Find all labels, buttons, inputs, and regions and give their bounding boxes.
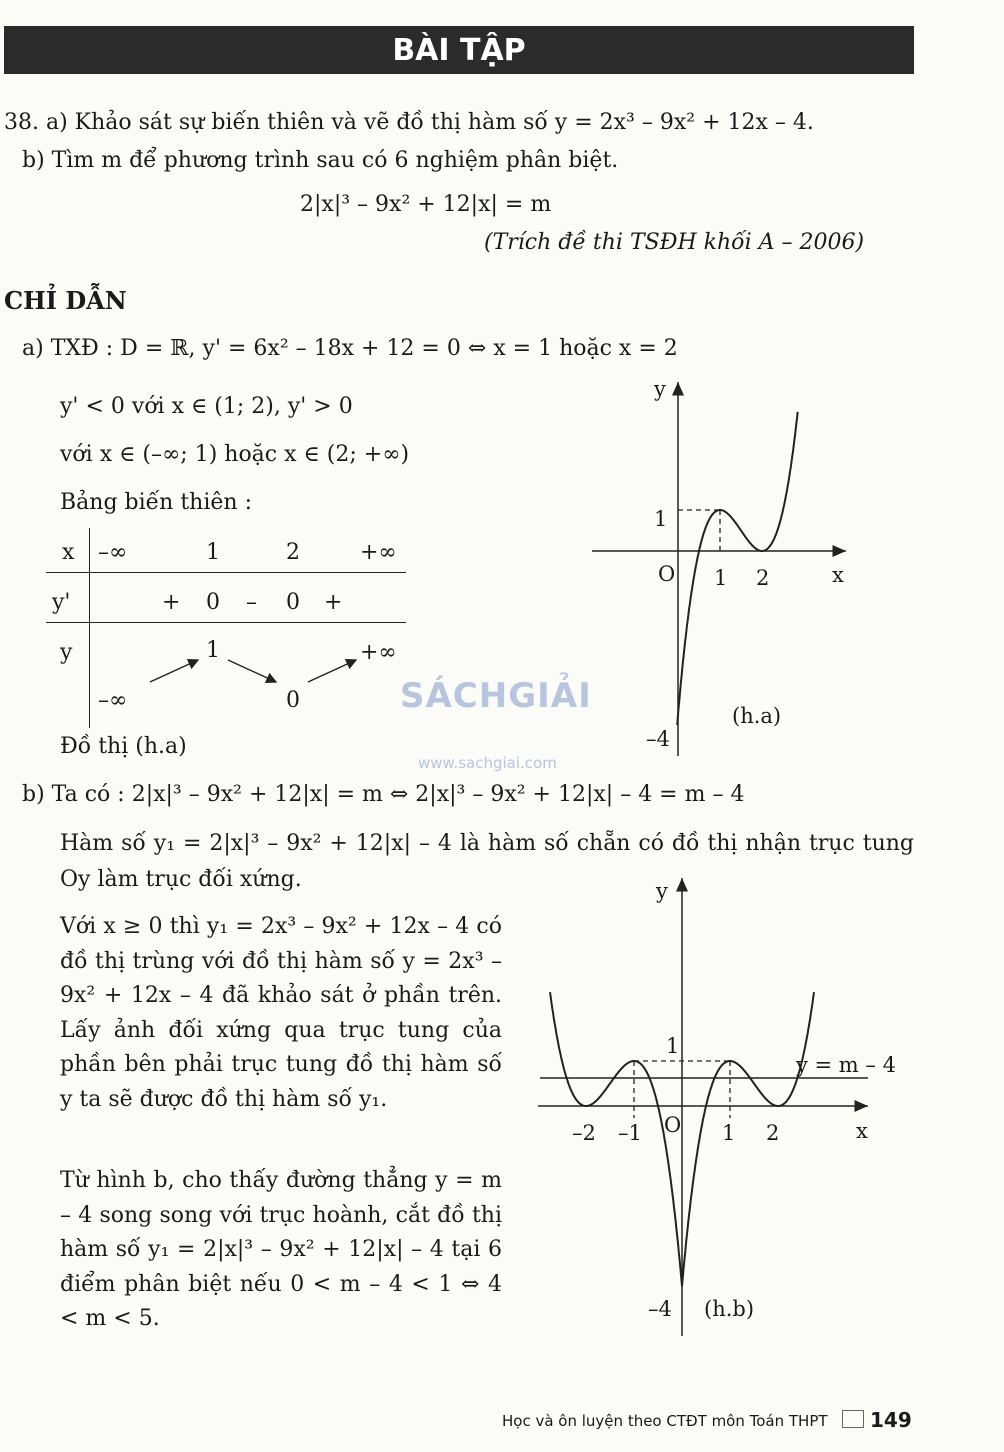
section-banner: BÀI TẬP xyxy=(4,26,914,74)
table-sign: 0 xyxy=(206,590,220,615)
graph-caption: (h.b) xyxy=(704,1297,755,1321)
guide-a-line1: a) TXĐ : D = ℝ, y' = 6x² – 18x + 12 = 0 ⇔ x = 1 hoặc x = 2 xyxy=(22,336,678,361)
variation-table xyxy=(46,528,406,728)
table-x-value: 2 xyxy=(286,540,300,565)
x-axis-label: x xyxy=(856,1119,868,1143)
table-yp-label: y' xyxy=(52,590,71,615)
curve xyxy=(677,412,798,725)
guide-b-para3: Từ hình b, cho thấy đường thẳng y = m – 4 song song với trục hoành, cắt đồ thị hàm số y₁ = 2|x|³ – 9x² + 12|x| – 4 tại 6 điểm phân biệt nếu 0 < m – 4 < 1 ⇔ 4 < m < 5. xyxy=(60,1168,502,1331)
y-tick: –4 xyxy=(646,727,670,751)
table-sign: + xyxy=(162,590,181,615)
watermark-url: www.sachgiai.com xyxy=(418,754,557,772)
y-axis-label: y xyxy=(654,377,666,401)
guide-a-line4: Bảng biến thiên : xyxy=(60,490,252,515)
guide-b-para1: Hàm số y₁ = 2|x|³ – 9x² + 12|x| – 4 là hàm số chẵn có đồ thị nhận trục tung Oy làm trục đối xứng. xyxy=(60,831,914,892)
graph-caption: (h.a) xyxy=(732,704,782,728)
origin-label: O xyxy=(664,1113,682,1137)
origin-label: O xyxy=(658,562,676,586)
guide-a-line3: với x ∈ (–∞; 1) hoặc x ∈ (2; +∞) xyxy=(60,442,410,467)
book-icon xyxy=(842,1410,864,1428)
table-y-value: 0 xyxy=(286,688,300,713)
problem-part-b: b) Tìm m để phương trình sau có 6 nghiệm phân biệt. xyxy=(22,148,619,173)
graph-b xyxy=(538,872,918,1342)
table-sign: + xyxy=(324,590,343,615)
y-tick: 1 xyxy=(666,1034,680,1058)
table-x-label: x xyxy=(62,540,75,565)
guide-b-para2: Với x ≥ 0 thì y₁ = 2x³ – 9x² + 12x – 4 có đồ thị trùng với đồ thị hàm số y = 2x³ – 9x² + 12x – 4 đã khảo sát ở phần trên. Lấy ảnh đối xứng qua trục tung của phần bên phải trục tung đồ thị hàm số y ta sẽ được đồ thị hàm số y₁. xyxy=(60,914,502,1112)
x-tick: –2 xyxy=(572,1121,596,1145)
x-tick: 1 xyxy=(722,1121,736,1145)
x-tick: –1 xyxy=(618,1121,642,1145)
x-tick: 1 xyxy=(714,566,728,590)
table-y-value: +∞ xyxy=(360,640,397,665)
table-x-value: +∞ xyxy=(360,540,397,565)
line-label: y = m – 4 xyxy=(796,1053,896,1077)
guide-a-line2: y' < 0 với x ∈ (1; 2), y' > 0 xyxy=(60,394,353,419)
table-arrows xyxy=(46,528,406,728)
table-sign: – xyxy=(246,590,257,615)
y-tick: –4 xyxy=(648,1297,672,1321)
guide-b-line1: b) Ta có : 2|x|³ – 9x² + 12|x| = m ⇔ 2|x|³ – 9x² + 12|x| – 4 = m – 4 xyxy=(22,782,745,807)
watermark-brand: SÁCHGIẢI xyxy=(400,676,592,716)
guide-heading: CHỈ DẪN xyxy=(4,286,127,315)
table-y-value: 1 xyxy=(206,638,220,663)
table-sign: 0 xyxy=(286,590,300,615)
graph-a xyxy=(592,376,858,760)
page-number: 149 xyxy=(870,1408,912,1432)
x-tick: 2 xyxy=(756,566,770,590)
problem-source: (Trích đề thi TSĐH khối A – 2006) xyxy=(484,230,865,255)
problem-equation: 2|x|³ – 9x² + 12|x| = m xyxy=(300,192,552,217)
table-x-value: 1 xyxy=(206,540,220,565)
x-tick: 2 xyxy=(766,1121,780,1145)
x-axis-label: x xyxy=(832,563,844,587)
table-x-value: –∞ xyxy=(98,540,128,565)
y-tick: 1 xyxy=(654,507,668,531)
y-axis-label: y xyxy=(656,879,668,903)
problem-part-a: 38. a) Khảo sát sự biến thiên và vẽ đồ thị hàm số y = 2x³ – 9x² + 12x – 4. xyxy=(4,110,814,135)
table-y-label: y xyxy=(60,640,73,665)
footer-text: Học và ôn luyện theo CTĐT môn Toán THPT xyxy=(502,1412,828,1430)
guide-a-graph-ref: Đồ thị (h.a) xyxy=(60,734,187,759)
table-y-value: –∞ xyxy=(98,688,128,713)
